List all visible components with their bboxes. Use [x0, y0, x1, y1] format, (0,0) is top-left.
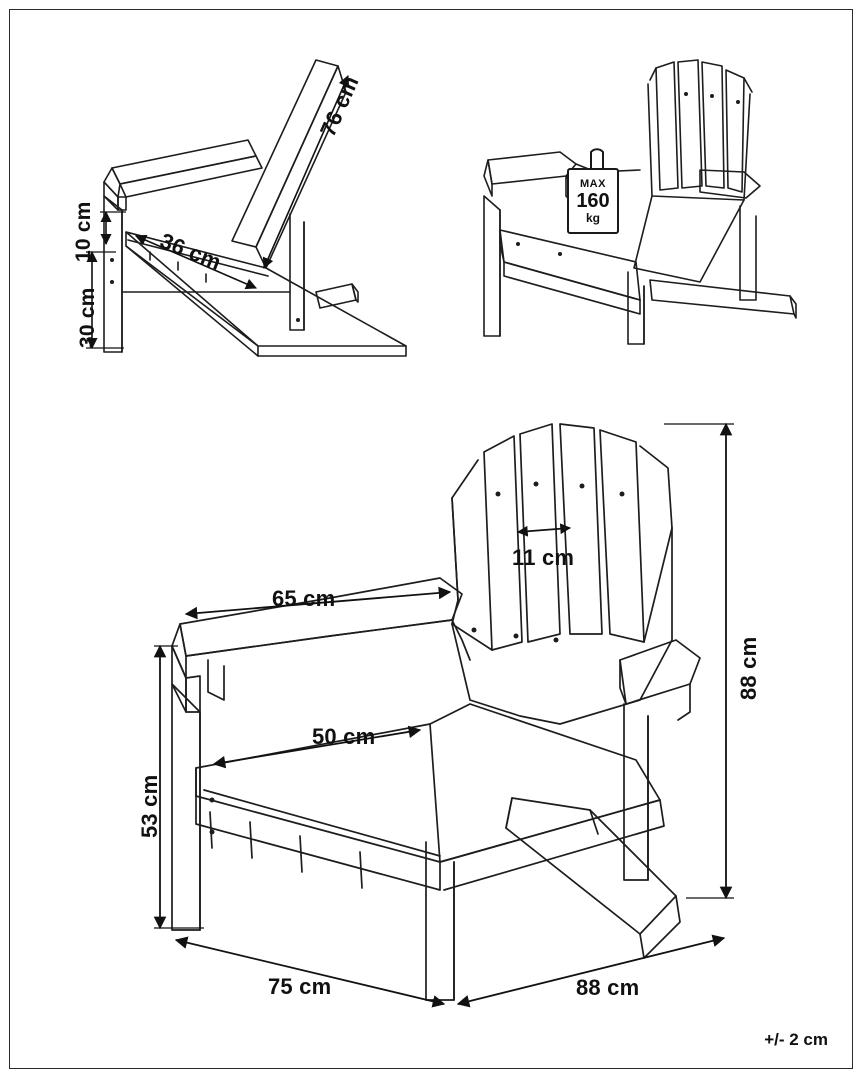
max-weight-label: MAX [580, 177, 606, 190]
side-view-dimension-lines [86, 76, 348, 348]
dimension-label-total-width: 75 cm [268, 974, 332, 999]
tolerance-note: +/- 2 cm [764, 1030, 828, 1049]
dimension-label-seat-width: 50 cm [312, 724, 376, 749]
dimension-label-arm-length: 65 cm [272, 586, 336, 611]
max-weight-badge [567, 168, 619, 234]
dimension-label-total-depth: 88 cm [576, 975, 640, 1000]
dimension-label-backrest-length: 76 cm [315, 72, 364, 141]
max-weight-value: 160 [576, 189, 610, 212]
weight-badge-hook [591, 149, 603, 168]
dimension-label-armrest-gap: 10 cm [72, 201, 95, 262]
side-view-chair [104, 60, 406, 356]
dimension-label-seat-depth: 36 cm [156, 228, 225, 275]
dimension-label-seat-height-side: 30 cm [76, 287, 99, 348]
dimension-label-slat-width: 11 cm [512, 545, 575, 570]
main-view-dimension-lines [154, 424, 734, 1004]
main-view-chair [172, 424, 700, 1000]
dimension-label-seat-height: 53 cm [137, 774, 162, 838]
front-view-chair [484, 60, 796, 344]
dimension-label-total-height: 88 cm [736, 636, 761, 700]
max-weight-unit: kg [585, 210, 600, 225]
